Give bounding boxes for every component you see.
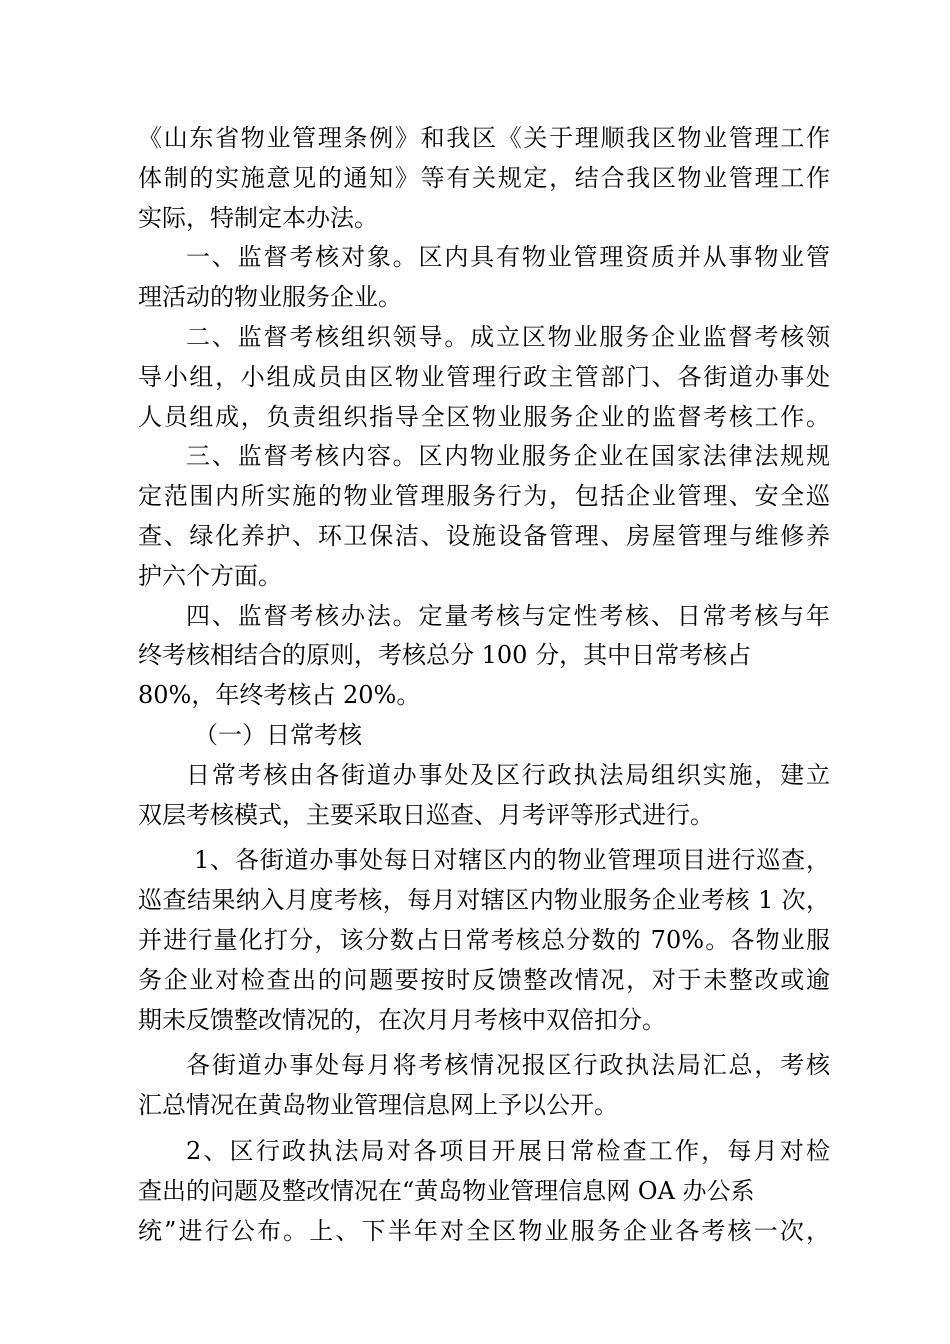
text-line: 2、区行政执法局对各项目开展日常检查工作，每月对检 bbox=[186, 1136, 830, 1165]
text-line: 80%，年终考核占 20%。 bbox=[138, 681, 421, 710]
text-line: 实际，特制定本办法。 bbox=[138, 203, 378, 232]
text-line: 双层考核模式，主要采取日巡查、月考评等形式进行。 bbox=[138, 800, 714, 829]
text-line: 理活动的物业服务企业。 bbox=[138, 283, 402, 312]
text-line: 并进行量化打分，该分数占日常考核总分数的 70%。各物业服 bbox=[138, 925, 830, 954]
text-line: 查出的问题及整改情况在“黄岛物业管理信息网 OA 办公系 bbox=[138, 1176, 755, 1205]
text-line: 汇总情况在黄岛物业管理信息网上予以公开。 bbox=[138, 1091, 618, 1120]
text-line: 务企业对检查出的问题要按时反馈整改情况，对于未整改或逾 bbox=[138, 965, 830, 994]
text-line: 体制的实施意见的通知》等有关规定，结合我区物业管理工作 bbox=[138, 163, 830, 192]
text-line: 三、监督考核内容。区内物业服务企业在国家法律法规规 bbox=[186, 442, 830, 471]
text-line: 一、监督考核对象。区内具有物业管理资质并从事物业管 bbox=[186, 243, 830, 272]
section-heading: （一）日常考核 bbox=[194, 720, 362, 749]
text-line: 《山东省物业管理条例》和我区《关于理顺我区物业管理工作 bbox=[138, 124, 830, 152]
text-line: 查、绿化养护、环卫保洁、设施设备管理、房屋管理与维修养 bbox=[138, 521, 830, 550]
text-line: 巡查结果纳入月度考核，每月对辖区内物业服务企业考核 1 次， bbox=[138, 886, 830, 915]
text-line: 二、监督考核组织领导。成立区物业服务企业监督考核领 bbox=[186, 322, 830, 351]
text-line: 各街道办事处每月将考核情况报区行政执法局汇总，考核 bbox=[186, 1051, 830, 1080]
text-line: 日常考核由各街道办事处及区行政执法局组织实施，建立 bbox=[186, 760, 830, 789]
text-line: 护六个方面。 bbox=[138, 561, 282, 590]
text-line: 1、各街道办事处每日对辖区内的物业管理项目进行巡查， bbox=[194, 846, 830, 875]
document-body bbox=[138, 119, 830, 1251]
text-line: 定范围内所实施的物业管理服务行为，包括企业管理、安全巡 bbox=[138, 482, 830, 511]
text-line: 统”进行公布。上、下半年对全区物业服务企业各考核一次， bbox=[138, 1216, 830, 1245]
text-line: 导小组，小组成员由区物业管理行政主管部门、各街道办事处 bbox=[138, 362, 830, 391]
text-line: 四、监督考核办法。定量考核与定性考核、日常考核与年 bbox=[186, 601, 830, 630]
text-line: 人员组成，负责组织指导全区物业服务企业的监督考核工作。 bbox=[138, 402, 830, 431]
text-line: 终考核相结合的原则，考核总分 100 分，其中日常考核占 bbox=[138, 641, 752, 670]
text-line: 期未反馈整改情况的，在次月月考核中双倍扣分。 bbox=[138, 1005, 666, 1034]
